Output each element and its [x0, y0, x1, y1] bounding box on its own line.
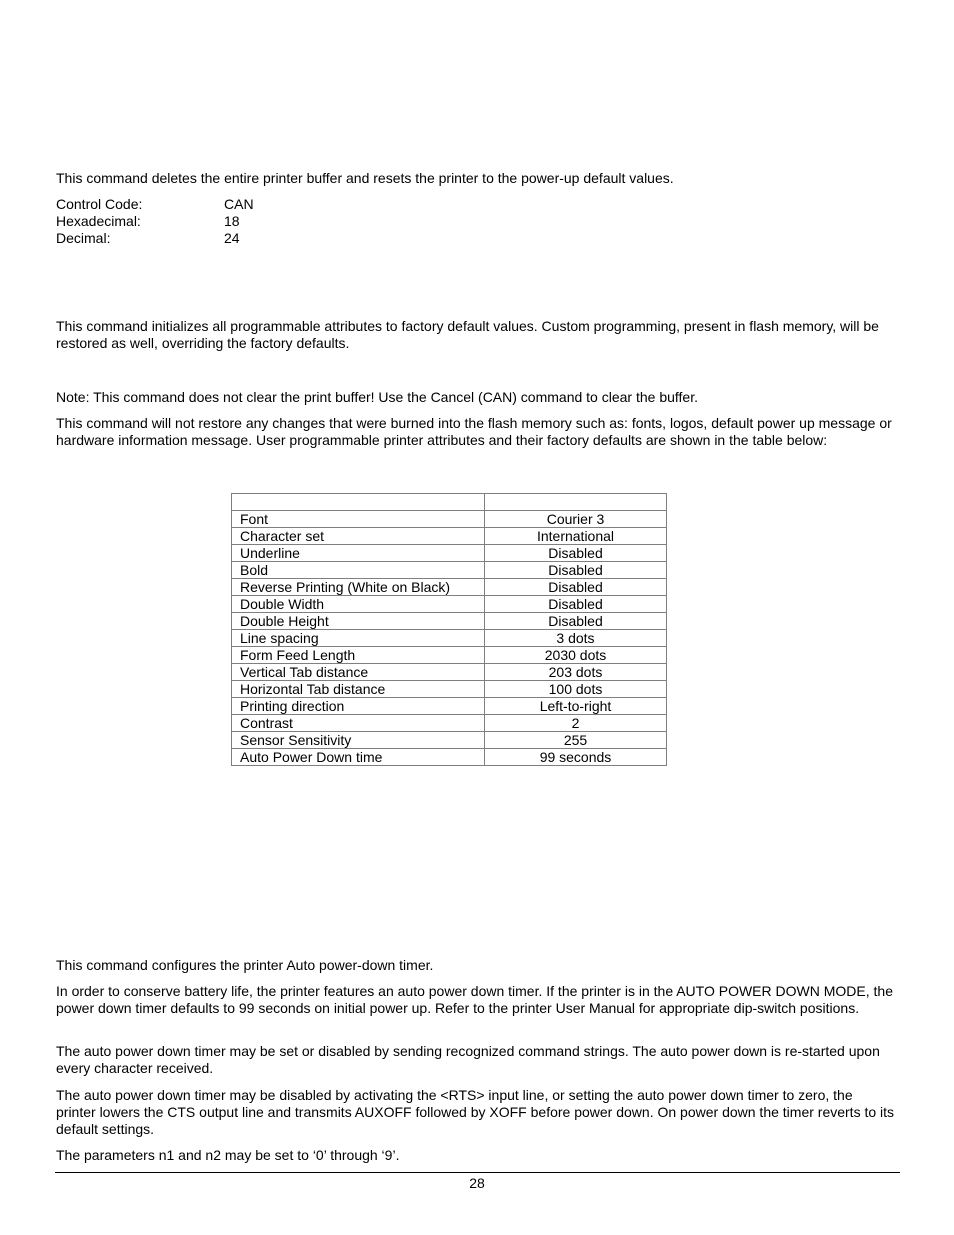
default-cell: Courier 3	[485, 511, 667, 528]
attribute-cell: Bold	[232, 562, 485, 579]
default-cell: Disabled	[485, 562, 667, 579]
table-row	[232, 749, 667, 766]
page-number: 28	[469, 1175, 485, 1191]
apd-paragraph-3: The auto power down timer may be set or disabled by sending recognized command strings. The auto power down is re-started upon every character received.	[56, 1043, 880, 1076]
attribute-cell: Horizontal Tab distance	[232, 681, 485, 698]
default-cell: 203 dots	[485, 664, 667, 681]
table-row	[232, 715, 667, 732]
attribute-cell: Underline	[232, 545, 485, 562]
attribute-cell: Double Width	[232, 596, 485, 613]
table-row	[232, 732, 667, 749]
footer-divider	[55, 1172, 900, 1173]
table-header-row	[232, 494, 667, 511]
table-row	[232, 681, 667, 698]
table-row	[232, 664, 667, 681]
attribute-cell: Reverse Printing (White on Black)	[232, 579, 485, 596]
hexadecimal-label: Hexadecimal:	[56, 213, 141, 229]
table-row	[232, 613, 667, 630]
header-cell-attribute	[232, 494, 485, 511]
table-row	[232, 630, 667, 647]
table-row	[232, 511, 667, 528]
init-paragraph: This command initializes all programmable attributes to factory default values. Custom programming, present in flash memory, will be restored as well, overriding the factory defaults.	[56, 318, 879, 351]
attribute-cell: Contrast	[232, 715, 485, 732]
table-row	[232, 528, 667, 545]
attribute-cell: Printing direction	[232, 698, 485, 715]
can-description: This command deletes the entire printer buffer and resets the printer to the power-up default values.	[56, 170, 674, 186]
default-cell: Disabled	[485, 613, 667, 630]
attribute-cell: Form Feed Length	[232, 647, 485, 664]
default-cell: 2	[485, 715, 667, 732]
decimal-row	[56, 230, 240, 247]
default-cell: 2030 dots	[485, 647, 667, 664]
control-code-value: CAN	[224, 196, 254, 212]
default-cell: Disabled	[485, 579, 667, 596]
table-row	[232, 596, 667, 613]
attribute-cell: Character set	[232, 528, 485, 545]
table-row	[232, 698, 667, 715]
hexadecimal-value: 18	[224, 213, 240, 229]
default-cell: 99 seconds	[485, 749, 667, 766]
apd-paragraph-5: The parameters n1 and n2 may be set to ‘0’ through ‘9’.	[56, 1147, 400, 1163]
header-cell-default	[485, 494, 667, 511]
init-note: Note: This command does not clear the print buffer! Use the Cancel (CAN) command to clear the buffer.	[56, 389, 698, 405]
attribute-cell: Font	[232, 511, 485, 528]
decimal-label: Decimal:	[56, 230, 111, 246]
attribute-cell: Auto Power Down time	[232, 749, 485, 766]
default-cell: Disabled	[485, 545, 667, 562]
apd-paragraph-4: The auto power down timer may be disabled by activating the <RTS> input line, or setting the auto power down timer to zero, the printer lowers the CTS output line and transmits AUXOFF followed by XOFF before power down. On power down the timer reverts to its default settings.	[56, 1087, 895, 1137]
default-cell: 3 dots	[485, 630, 667, 647]
apd-paragraph-2: In order to conserve battery life, the printer features an auto power down timer. If the printer is in the AUTO POWER DOWN MODE, the power down timer defaults to 99 seconds on initial power up. Refer to the printer User Manual for appropriate dip-switch positions.	[56, 983, 893, 1016]
attribute-cell: Line spacing	[232, 630, 485, 647]
attribute-cell: Vertical Tab distance	[232, 664, 485, 681]
table-row	[232, 545, 667, 562]
attribute-cell: Sensor Sensitivity	[232, 732, 485, 749]
default-cell: 100 dots	[485, 681, 667, 698]
init-paragraph-2: This command will not restore any changes that were burned into the flash memory such as: fonts, logos, default power up message or hardware information message. User programmable printer attributes and their factory defaults are shown in the table below:	[56, 415, 892, 448]
default-cell: 255	[485, 732, 667, 749]
table-row	[232, 562, 667, 579]
default-cell: Disabled	[485, 596, 667, 613]
default-cell: Left-to-right	[485, 698, 667, 715]
printer-attributes-table	[231, 493, 667, 766]
apd-paragraph-1: This command configures the printer Auto power-down timer.	[56, 957, 434, 973]
table-row	[232, 579, 667, 596]
control-code-label: Control Code:	[56, 196, 143, 212]
table-row	[232, 647, 667, 664]
attribute-cell: Double Height	[232, 613, 485, 630]
default-cell: International	[485, 528, 667, 545]
control-code-row	[56, 196, 254, 213]
hexadecimal-row	[56, 213, 240, 230]
decimal-value: 24	[224, 230, 240, 246]
